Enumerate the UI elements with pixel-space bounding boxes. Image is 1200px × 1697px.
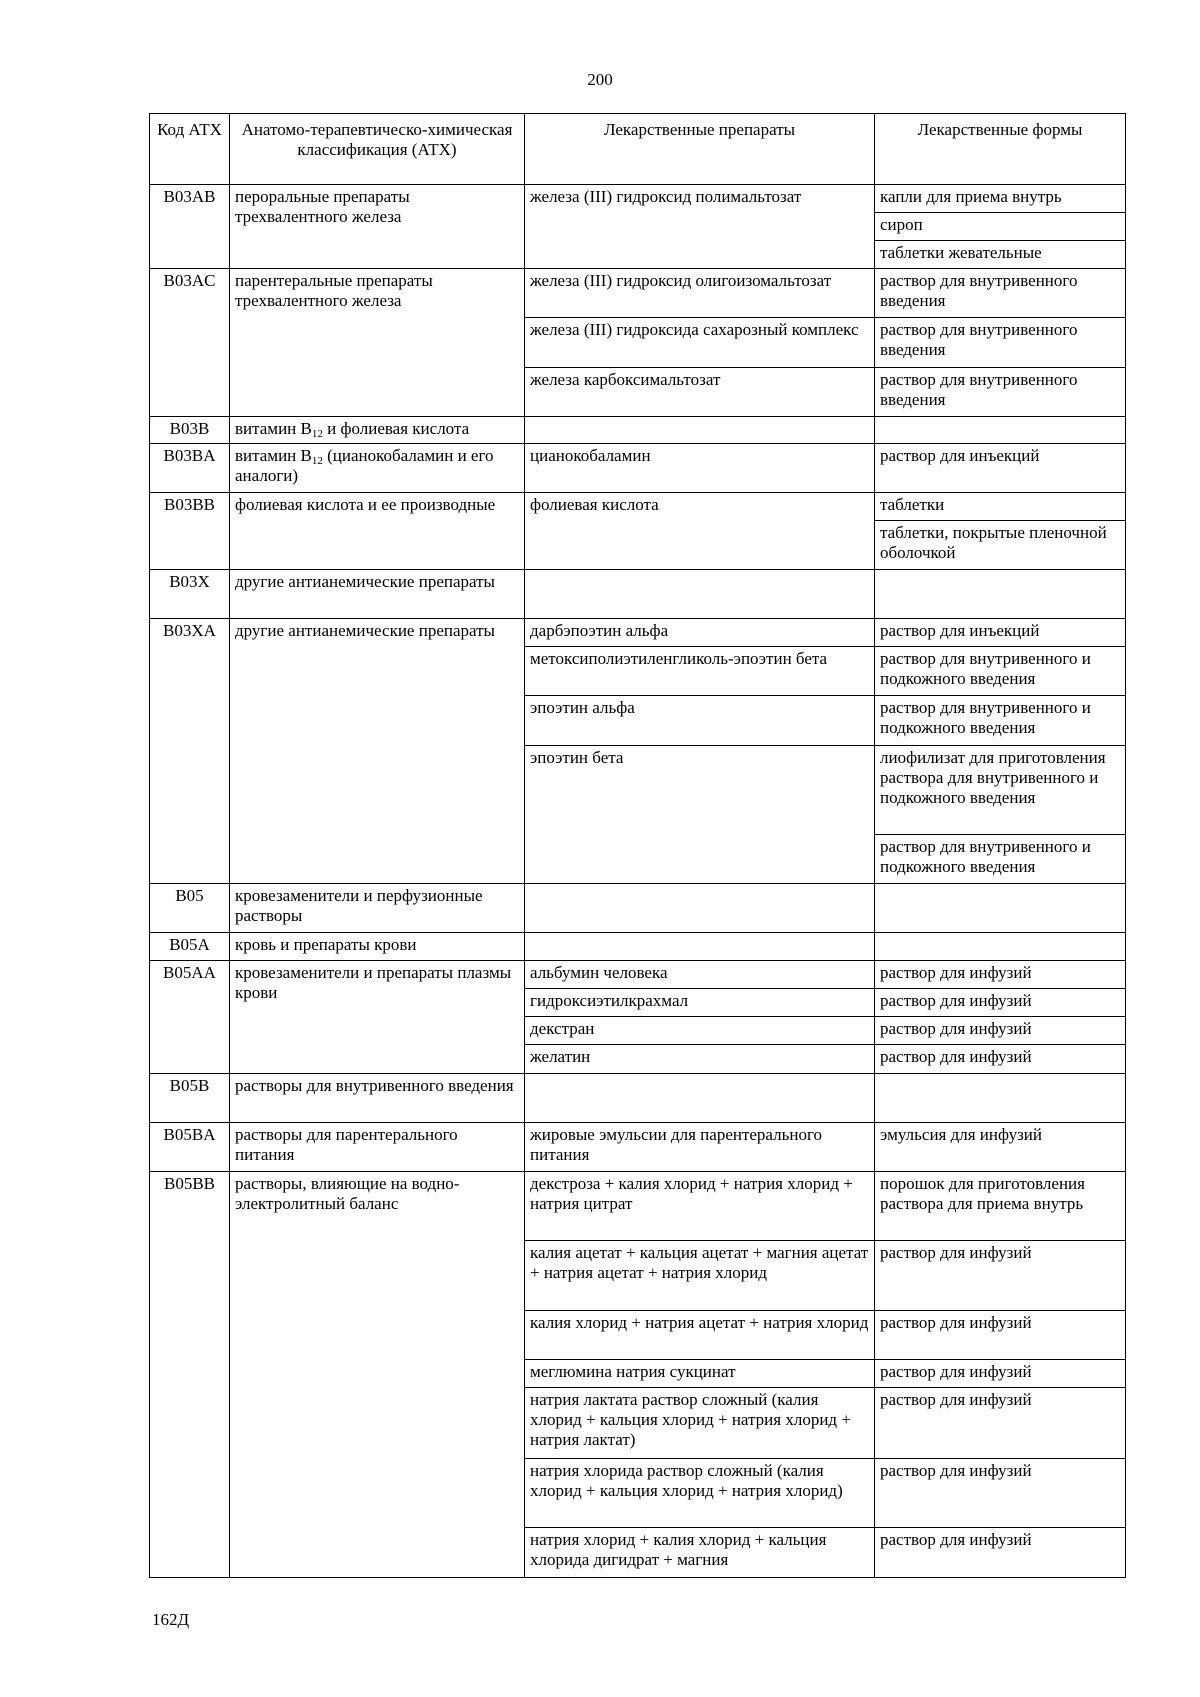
drug-name <box>525 883 875 932</box>
drug-form: раствор для инфузий <box>875 1458 1126 1527</box>
drug-name: натрия хлорида раствор сложный (калия хлорид + кальция хлорид + натрия хлорид) <box>525 1458 875 1527</box>
drug-name: декстроза + калия хлорид + натрия хлорид + натрия цитрат <box>525 1171 875 1240</box>
atx-classification: растворы для внутривенного введения <box>230 1073 525 1122</box>
atx-classification <box>230 443 525 492</box>
atx-code: B05AA <box>150 961 230 1073</box>
header-code: Код АТХ <box>150 114 230 185</box>
drug-form <box>875 933 1126 961</box>
drug-form: раствор для внутривенного и подкожного введения <box>875 696 1126 745</box>
drug-name: железа (III) гидроксид полимальтозат <box>525 185 875 269</box>
atx-code: B05BA <box>150 1122 230 1171</box>
table-row <box>150 1073 1126 1122</box>
table-row <box>150 619 1126 647</box>
drug-name <box>525 1073 875 1122</box>
drug-name: метоксиполиэтиленгликоль-эпоэтин бета <box>525 647 875 696</box>
footer-code: 162Д <box>152 1610 190 1629</box>
atx-code: B05BB <box>150 1171 230 1577</box>
class-text-pre: витамин B <box>235 418 312 438</box>
table-row <box>150 961 1126 989</box>
atx-classification: другие антианемические препараты <box>230 619 525 884</box>
table-row <box>150 269 1126 318</box>
atx-classification: другие антианемические препараты <box>230 570 525 619</box>
drug-form: раствор для инфузий <box>875 1527 1126 1577</box>
atx-code: B03AB <box>150 185 230 269</box>
class-text-pre: витамин B <box>235 445 312 465</box>
drug-name: натрия хлорид + калия хлорид + кальция хлорида дигидрат + магния <box>525 1527 875 1577</box>
drug-form: раствор для инъекций <box>875 443 1126 492</box>
drug-form: раствор для инфузий <box>875 1240 1126 1310</box>
drug-form: раствор для внутривенного введения <box>875 269 1126 318</box>
drug-name: эпоэтин альфа <box>525 696 875 745</box>
drug-form: раствор для инфузий <box>875 1388 1126 1458</box>
atx-classification: растворы, влияющие на водно-электролитный баланс <box>230 1171 525 1577</box>
drug-name: жировые эмульсии для парентерального питания <box>525 1122 875 1171</box>
drug-name: фолиевая кислота <box>525 492 875 569</box>
drug-form: раствор для инфузий <box>875 989 1126 1017</box>
drug-name: дарбэпоэтин альфа <box>525 619 875 647</box>
drug-form <box>875 883 1126 932</box>
header-classification: Анатомо-терапевтическо-химическая классификация (АТХ) <box>230 114 525 185</box>
atx-classification: парентеральные препараты трехвалентного железа <box>230 269 525 416</box>
drug-name: цианокобаламин <box>525 443 875 492</box>
atx-classification: растворы для парентерального питания <box>230 1122 525 1171</box>
drug-name: гидроксиэтилкрахмал <box>525 989 875 1017</box>
drug-form: таблетки жевательные <box>875 241 1126 269</box>
drug-name: эпоэтин бета <box>525 745 875 883</box>
drug-name: железа карбоксимальтозат <box>525 367 875 416</box>
table-row <box>150 416 1126 443</box>
drug-form <box>875 416 1126 443</box>
drug-form: раствор для инфузий <box>875 1045 1126 1073</box>
table-row <box>150 185 1126 213</box>
atx-code: B05 <box>150 883 230 932</box>
drug-form: порошок для приготовления раствора для приема внутрь <box>875 1171 1126 1240</box>
drug-form: капли для приема внутрь <box>875 185 1126 213</box>
atx-classification: кровезаменители и препараты плазмы крови <box>230 961 525 1073</box>
class-text-post: и фолиевая кислота <box>322 418 470 438</box>
drug-form: раствор для внутривенного введения <box>875 318 1126 367</box>
drug-form: сироп <box>875 213 1126 241</box>
drug-form: лиофилизат для приготовления раствора для внутривенного и подкожного введения <box>875 745 1126 834</box>
atx-drug-table <box>149 113 1126 1578</box>
drug-form: раствор для инъекций <box>875 619 1126 647</box>
header-drugs: Лекарственные препараты <box>525 114 875 185</box>
drug-form: раствор для внутривенного и подкожного введения <box>875 834 1126 883</box>
drug-form: раствор для инфузий <box>875 961 1126 989</box>
atx-code: B03AC <box>150 269 230 416</box>
drug-name: железа (III) гидроксида сахарозный комплекс <box>525 318 875 367</box>
drug-name <box>525 416 875 443</box>
header-forms: Лекарственные формы <box>875 114 1126 185</box>
table-row <box>150 570 1126 619</box>
table-row <box>150 1171 1126 1240</box>
table-row <box>150 1122 1126 1171</box>
table-row <box>150 933 1126 961</box>
atx-classification: фолиевая кислота и ее производные <box>230 492 525 569</box>
atx-code: B03BB <box>150 492 230 569</box>
table-row <box>150 443 1126 492</box>
drug-name: альбумин человека <box>525 961 875 989</box>
drug-form: раствор для инфузий <box>875 1311 1126 1360</box>
drug-name: калия ацетат + кальция ацетат + магния ацетат + натрия ацетат + натрия хлорид <box>525 1240 875 1310</box>
table-row <box>150 883 1126 932</box>
atx-code: B03X <box>150 570 230 619</box>
class-text-post: (цианокобаламин и его аналоги) <box>235 445 494 485</box>
drug-form: эмульсия для инфузий <box>875 1122 1126 1171</box>
drug-form <box>875 1073 1126 1122</box>
atx-code: B03B <box>150 416 230 443</box>
drug-name: меглюмина натрия сукцинат <box>525 1360 875 1388</box>
class-text-sub: 12 <box>311 427 323 440</box>
atx-code: B05A <box>150 933 230 961</box>
drug-name <box>525 933 875 961</box>
drug-name: калия хлорид + натрия ацетат + натрия хлорид <box>525 1311 875 1360</box>
atx-code: B03BA <box>150 443 230 492</box>
atx-classification: кровь и препараты крови <box>230 933 525 961</box>
drug-name: декстран <box>525 1017 875 1045</box>
class-text-sub: 12 <box>311 454 323 467</box>
atx-classification <box>230 416 525 443</box>
drug-form <box>875 570 1126 619</box>
drug-form: раствор для внутривенного введения <box>875 367 1126 416</box>
atx-code: B05B <box>150 1073 230 1122</box>
atx-classification: пероральные препараты трехвалентного железа <box>230 185 525 269</box>
drug-name: натрия лактата раствор сложный (калия хлорид + кальция хлорид + натрия хлорид + натрия лактат) <box>525 1388 875 1458</box>
drug-name: железа (III) гидроксид олигоизомальтозат <box>525 269 875 318</box>
drug-form: раствор для инфузий <box>875 1017 1126 1045</box>
drug-form: таблетки <box>875 492 1126 520</box>
drug-form: раствор для инфузий <box>875 1360 1126 1388</box>
atx-code: B03XA <box>150 619 230 884</box>
table-header-row <box>150 114 1126 185</box>
atx-classification: кровезаменители и перфузионные растворы <box>230 883 525 932</box>
table-row <box>150 492 1126 520</box>
page-number: 200 <box>587 70 613 89</box>
drug-name <box>525 570 875 619</box>
drug-form: таблетки, покрытые пленочной оболочкой <box>875 520 1126 569</box>
drug-form: раствор для внутривенного и подкожного введения <box>875 647 1126 696</box>
drug-name: желатин <box>525 1045 875 1073</box>
